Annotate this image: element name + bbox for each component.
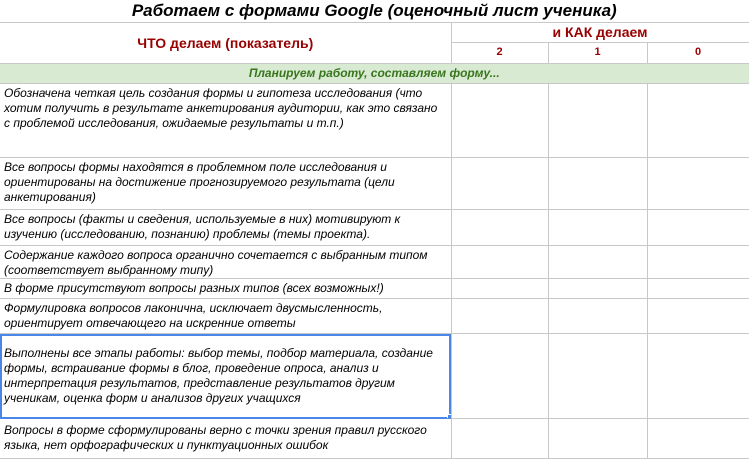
criterion-text: Выполнены все этапы работы: выбор темы, подбор материала, создание формы, встраивание формы в блог, проведение опроса, анализ и интерпретация результатов, представление результатов другим ученикам, оценка форм и анализов других учащихся: [4, 346, 433, 405]
score-cell-2[interactable]: [451, 246, 548, 279]
table-row: [0, 246, 749, 279]
criterion-cell[interactable]: В форме присутствуют вопросы разных типов (всех возможных!): [0, 279, 451, 299]
table-row: [0, 419, 749, 459]
table-row: [0, 334, 749, 419]
score-header-0[interactable]: 0: [647, 42, 749, 63]
score-cell-0[interactable]: [647, 158, 749, 210]
criterion-cell[interactable]: Вопросы в форме сформулированы верно с точки зрения правил русского языка, нет орфографических и пунктуационных ошибок: [0, 419, 451, 459]
score-cell-1[interactable]: [548, 210, 647, 246]
table-row: [0, 210, 749, 246]
fill-handle[interactable]: [447, 414, 452, 419]
score-cell-1[interactable]: [548, 334, 647, 419]
score-cell-2[interactable]: [451, 299, 548, 334]
criterion-cell[interactable]: Формулировка вопросов лаконична, исключает двусмысленность, ориентирует отвечающего на искренние ответы: [0, 299, 451, 334]
score-cell-0[interactable]: [647, 210, 749, 246]
score-cell-1[interactable]: [548, 279, 647, 299]
score-cell-2[interactable]: [451, 210, 548, 246]
table-row: [0, 299, 749, 334]
score-cell-1[interactable]: [548, 246, 647, 279]
score-cell-2[interactable]: [451, 419, 548, 459]
table-row: [0, 279, 749, 299]
header-what[interactable]: ЧТО делаем (показатель): [0, 23, 451, 64]
criterion-cell-selected[interactable]: [0, 334, 451, 419]
score-cell-1[interactable]: [548, 419, 647, 459]
score-cell-0[interactable]: [647, 334, 749, 419]
score-header-2[interactable]: 2: [451, 42, 548, 63]
score-cell-2[interactable]: [451, 84, 548, 158]
header-how[interactable]: и КАК делаем: [451, 23, 749, 43]
table-row: [0, 158, 749, 210]
score-cell-2[interactable]: [451, 334, 548, 419]
score-cell-0[interactable]: [647, 84, 749, 158]
score-cell-1[interactable]: [548, 158, 647, 210]
criterion-cell[interactable]: Все вопросы (факты и сведения, используемые в них) мотивируют к изучению (исследованию, познанию) проблемы (темы проекта).: [0, 210, 451, 246]
criterion-cell[interactable]: Все вопросы формы находятся в проблемном поле исследования и ориентированы на достижение прогнозируемого результата (цели анкетирования): [0, 158, 451, 210]
sheet-title[interactable]: Работаем с формами Google (оценочный лист ученика): [0, 0, 749, 23]
score-cell-0[interactable]: [647, 299, 749, 334]
score-cell-0[interactable]: [647, 419, 749, 459]
score-cell-2[interactable]: [451, 279, 548, 299]
score-header-1[interactable]: 1: [548, 42, 647, 63]
score-cell-2[interactable]: [451, 158, 548, 210]
table-row: [0, 84, 749, 158]
score-cell-1[interactable]: [548, 299, 647, 334]
score-cell-1[interactable]: [548, 84, 647, 158]
score-cell-0[interactable]: [647, 246, 749, 279]
criterion-cell[interactable]: Обозначена четкая цель создания формы и гипотеза исследования (что хотим получить в результате анкетирования аудитории, как это связано с проблемой исследования, ожидаемые результаты и т.п.): [0, 84, 451, 158]
score-cell-0[interactable]: [647, 279, 749, 299]
section-planning[interactable]: Планируем работу, составляем форму...: [0, 64, 749, 84]
criterion-cell[interactable]: Содержание каждого вопроса органично сочетается с выбранным типом (соответствует выбранному типу): [0, 246, 451, 279]
